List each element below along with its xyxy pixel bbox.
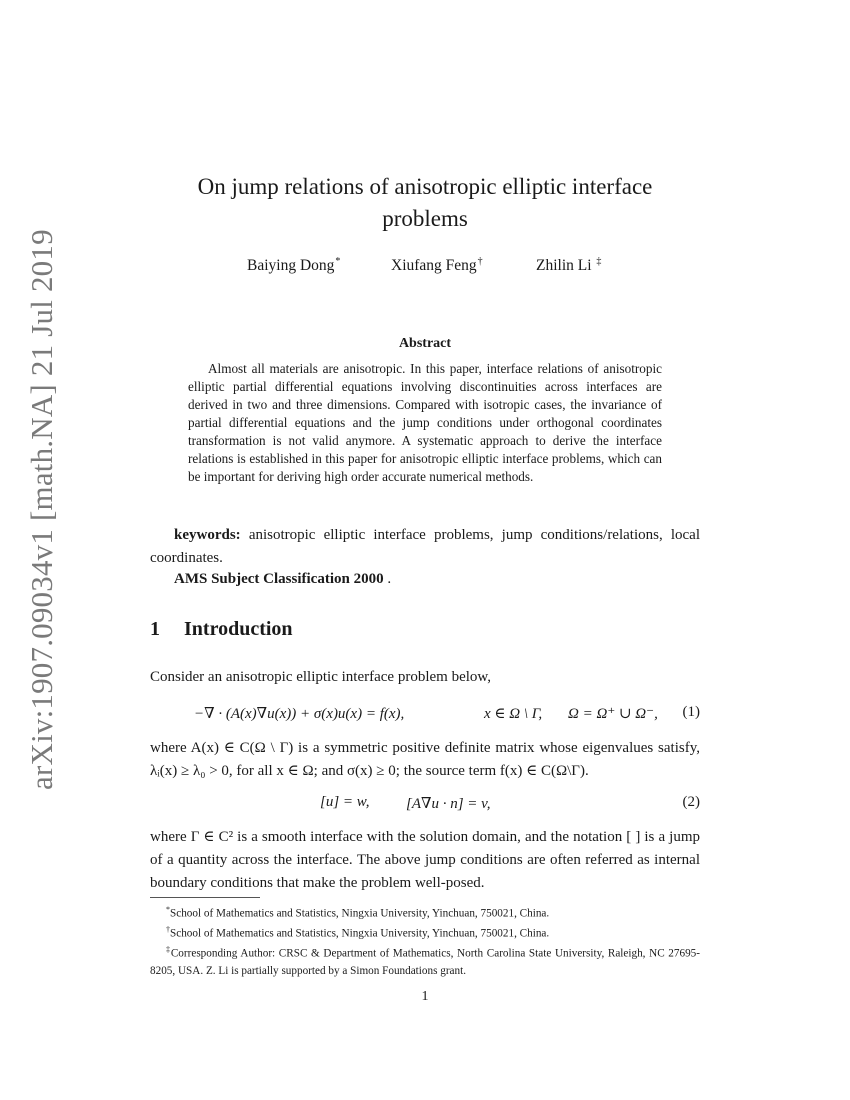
intro-paragraph-2: where A(x) ∈ C(Ω \ Γ) is a symmetric positive definite matrix whose eigenvalues satisfy, λᵢ(x) ≥ λ₀ > 0, for all x ∈ Ω; and σ(x) ≥ 0; the source term f(x) ∈ C(Ω\Γ). xyxy=(150,740,700,779)
equation-2 xyxy=(150,794,700,816)
author-name: Zhilin Li xyxy=(536,257,592,275)
footnote-2: †School of Mathematics and Statistics, Ningxia University, Yinchuan, 750021, China. xyxy=(166,925,550,940)
eq2-tag: (2) xyxy=(682,794,700,810)
author-mark: † xyxy=(477,256,483,267)
abstract-text: Almost all materials are anisotropic. In this paper, interface relations of anisotropic elliptic partial differential equations involving discontinuities across interfaces are derived in two and three dimensions. Compared with isotropic cases, the invariance of partial differential equations and the jump conditions under orthogonal coordinates transformation is not valid anymore. A systematic approach to derive the interface relations is established in this paper for anisotropic elliptic interface problems, which can be important for deriving high order accurate numerical methods. xyxy=(188,361,662,484)
paper-title xyxy=(150,171,700,235)
equation-1 xyxy=(150,704,700,726)
eq1-tag: (1) xyxy=(682,704,700,720)
keywords xyxy=(150,524,700,570)
ams-label: AMS Subject Classification 2000 xyxy=(174,571,384,587)
ams-classification xyxy=(150,568,700,591)
author-2 xyxy=(391,256,483,275)
section-number: 1 xyxy=(150,618,160,640)
author-mark: ‡ xyxy=(596,256,602,267)
footnote-1: *School of Mathematics and Statistics, Ningxia University, Yinchuan, 750021, China. xyxy=(166,905,550,920)
title-line-1: On jump relations of anisotropic elliptic interface xyxy=(197,174,653,199)
footnotes xyxy=(150,902,700,979)
section-heading xyxy=(150,618,293,641)
abstract-body xyxy=(188,360,662,486)
author-name: Baiying Dong xyxy=(247,257,335,275)
footnote-rule xyxy=(150,897,260,898)
title-line-2: problems xyxy=(382,206,468,231)
keywords-text: anisotropic elliptic interface problems, jump conditions/relations, local coordinates. xyxy=(150,527,701,566)
author-1 xyxy=(247,256,340,275)
eq1-lhs: −∇ · (A(x)∇u(x)) + σ(x)u(x) = f(x), xyxy=(194,706,405,722)
eq1-domain: x ∈ Ω \ Γ, xyxy=(484,706,543,722)
abstract-heading: Abstract xyxy=(398,336,452,351)
intro-paragraph-3: where Γ ∈ C² is a smooth interface with the solution domain, and the notation [ ] is a jump of a quantity across the interface. The above jump conditions are often referred as internal boundary conditions that make the problem well-posed. xyxy=(150,829,700,891)
author-mark: * xyxy=(335,256,341,267)
keywords-label: keywords: xyxy=(174,527,241,543)
arxiv-stamp: arXiv:1907.09034v1 [math.NA] 21 Jul 2019 xyxy=(24,229,59,790)
intro-paragraph-1: Consider an anisotropic elliptic interface problem below, xyxy=(150,669,492,685)
eq2-jump-flux: [A∇u · n] = v, xyxy=(406,796,491,812)
footnote-3: ‡Corresponding Author: CRSC & Department of Mathematics, North Carolina State University, Raleigh, NC 27695-8205, USA. Z. Li is partially supported by a Simon Foundations grant. xyxy=(150,945,700,977)
eq1-omega: Ω = Ω⁺ ∪ Ω⁻, xyxy=(568,706,658,722)
eq2-jump-u: [u] = w, xyxy=(320,794,370,810)
section-title: Introduction xyxy=(184,618,293,640)
ams-text: . xyxy=(387,571,392,587)
author-name: Xiufang Feng xyxy=(391,257,477,275)
author-3 xyxy=(536,256,601,275)
page-number: 1 xyxy=(421,989,429,1004)
